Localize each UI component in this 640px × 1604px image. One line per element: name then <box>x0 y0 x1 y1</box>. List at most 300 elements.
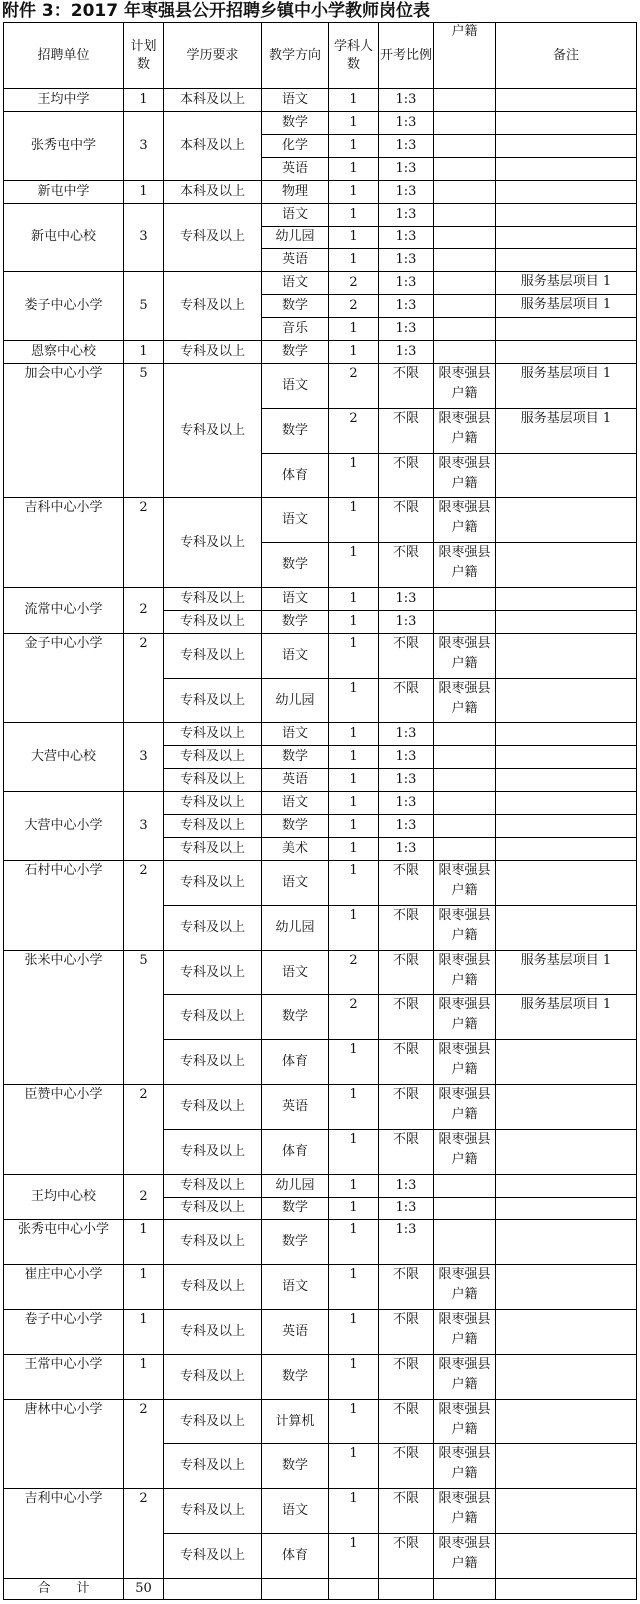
edu-cell: 专科及以上 <box>164 610 262 633</box>
plan-cell: 2 <box>124 1085 164 1175</box>
count-cell: 1 <box>329 838 379 861</box>
note-cell <box>496 723 637 746</box>
count-cell: 1 <box>329 203 379 226</box>
plan-cell: 1 <box>124 89 164 112</box>
note-cell <box>496 498 637 543</box>
count-cell: 2 <box>329 295 379 318</box>
ratio-cell: 1:3 <box>379 89 434 112</box>
count-cell: 1 <box>329 792 379 815</box>
subject-cell: 数学 <box>262 295 329 318</box>
subject-cell: 数学 <box>262 1444 329 1489</box>
hukou-cell: 限枣强县户籍 <box>434 1534 496 1579</box>
edu-cell: 专科及以上 <box>164 746 262 769</box>
note-cell: 服务基层项目 1 <box>496 272 637 295</box>
ratio-cell: 不限 <box>379 950 434 995</box>
unit-cell: 加会中心小学 <box>4 364 124 498</box>
count-cell: 1 <box>329 1354 379 1399</box>
hukou-cell: 限枣强县户籍 <box>434 1489 496 1534</box>
ratio-cell: 不限 <box>379 1444 434 1489</box>
plan-cell: 2 <box>124 1489 164 1579</box>
edu-cell: 专科及以上 <box>164 203 262 272</box>
header-hukou: 户籍 <box>434 23 496 89</box>
unit-cell: 新屯中学 <box>4 180 124 203</box>
ratio-cell: 1:3 <box>379 588 434 611</box>
unit-cell: 王均中心校 <box>4 1174 124 1220</box>
note-cell <box>496 1129 637 1174</box>
hukou-cell <box>434 89 496 112</box>
hukou-cell: 限枣强县户籍 <box>434 1399 496 1444</box>
plan-cell: 2 <box>124 498 164 588</box>
count-cell: 1 <box>329 226 379 249</box>
note-cell <box>496 249 637 272</box>
subject-cell: 语文 <box>262 364 329 409</box>
hukou-cell: 限枣强县户籍 <box>434 498 496 543</box>
unit-cell: 吉科中心小学 <box>4 498 124 588</box>
count-cell: 2 <box>329 995 379 1040</box>
ratio-cell: 1:3 <box>379 341 434 364</box>
ratio-cell: 不限 <box>379 1310 434 1355</box>
subject-cell: 英语 <box>262 1310 329 1355</box>
ratio-cell: 不限 <box>379 861 434 906</box>
plan-cell: 3 <box>124 111 164 180</box>
unit-cell: 王均中学 <box>4 89 124 112</box>
hukou-cell <box>434 1174 496 1197</box>
note-cell <box>496 157 637 180</box>
ratio-cell: 不限 <box>379 1085 434 1130</box>
hukou-cell: 限枣强县户籍 <box>434 1129 496 1174</box>
note-cell <box>496 1534 637 1579</box>
table-row <box>4 272 637 295</box>
ratio-cell: 1:3 <box>379 272 434 295</box>
count-cell: 1 <box>329 678 379 723</box>
note-cell <box>496 769 637 792</box>
subject-cell: 体育 <box>262 1040 329 1085</box>
note-cell <box>496 89 637 112</box>
note-cell <box>496 134 637 157</box>
count-cell: 1 <box>329 1085 379 1130</box>
count-cell: 1 <box>329 134 379 157</box>
hukou-cell <box>434 272 496 295</box>
note-cell <box>496 203 637 226</box>
subject-cell: 数学 <box>262 341 329 364</box>
hukou-cell <box>434 838 496 861</box>
count-cell: 1 <box>329 1399 379 1444</box>
plan-cell: 5 <box>124 950 164 1084</box>
count-cell: 2 <box>329 272 379 295</box>
ratio-cell: 1:3 <box>379 1197 434 1220</box>
subject-cell: 计算机 <box>262 1399 329 1444</box>
edu-cell: 专科及以上 <box>164 364 262 498</box>
ratio-cell: 1:3 <box>379 746 434 769</box>
count-cell: 2 <box>329 950 379 995</box>
ratio-cell: 1:3 <box>379 610 434 633</box>
ratio-cell: 1:3 <box>379 111 434 134</box>
note-cell <box>496 861 637 906</box>
count-cell: 1 <box>329 1489 379 1534</box>
count-cell: 1 <box>329 769 379 792</box>
unit-cell: 娄子中心小学 <box>4 272 124 341</box>
table-row <box>4 1174 637 1197</box>
hukou-cell <box>434 723 496 746</box>
subject-cell: 数学 <box>262 1354 329 1399</box>
table-row <box>4 180 637 203</box>
ratio-cell: 1:3 <box>379 792 434 815</box>
note-cell <box>496 1174 637 1197</box>
edu-cell: 专科及以上 <box>164 272 262 341</box>
count-cell: 1 <box>329 249 379 272</box>
unit-cell: 张秀屯中心小学 <box>4 1220 124 1265</box>
note-cell <box>496 1444 637 1489</box>
unit-cell: 张米中心小学 <box>4 950 124 1084</box>
unit-cell: 王常中心小学 <box>4 1354 124 1399</box>
subject-cell: 数学 <box>262 111 329 134</box>
subject-cell: 体育 <box>262 1534 329 1579</box>
hukou-cell: 限枣强县户籍 <box>434 678 496 723</box>
header-row <box>4 23 637 89</box>
count-cell: 1 <box>329 1174 379 1197</box>
subject-cell: 语文 <box>262 633 329 678</box>
unit-cell: 唐林中心小学 <box>4 1399 124 1489</box>
hukou-cell: 限枣强县户籍 <box>434 1310 496 1355</box>
subject-cell: 数学 <box>262 746 329 769</box>
table-row <box>4 498 637 543</box>
ratio-cell: 不限 <box>379 905 434 950</box>
plan-cell: 3 <box>124 792 164 861</box>
ratio-cell: 不限 <box>379 1399 434 1444</box>
subject-cell: 语文 <box>262 861 329 906</box>
ratio-cell: 不限 <box>379 1534 434 1579</box>
edu-cell: 专科及以上 <box>164 769 262 792</box>
note-cell <box>496 633 637 678</box>
count-cell: 1 <box>329 318 379 341</box>
hukou-cell: 限枣强县户籍 <box>434 364 496 409</box>
count-cell: 1 <box>329 746 379 769</box>
unit-cell: 张秀屯中学 <box>4 111 124 180</box>
hukou-cell <box>434 111 496 134</box>
subject-cell: 数学 <box>262 408 329 453</box>
table-row <box>4 723 637 746</box>
subject-cell: 语文 <box>262 498 329 543</box>
note-cell <box>496 746 637 769</box>
note-cell <box>496 1265 637 1310</box>
subject-cell: 语文 <box>262 1489 329 1534</box>
count-cell: 1 <box>329 111 379 134</box>
edu-cell: 专科及以上 <box>164 633 262 678</box>
table-row <box>4 1489 637 1534</box>
ratio-cell: 不限 <box>379 498 434 543</box>
hukou-cell: 限枣强县户籍 <box>434 995 496 1040</box>
count-cell: 1 <box>329 89 379 112</box>
header-note: 备注 <box>496 23 637 89</box>
subject-cell: 体育 <box>262 1129 329 1174</box>
hukou-cell: 限枣强县户籍 <box>434 633 496 678</box>
subject-cell: 语文 <box>262 723 329 746</box>
header-plan: 计划数 <box>124 23 164 89</box>
note-cell <box>496 792 637 815</box>
count-cell: 1 <box>329 610 379 633</box>
edu-cell: 专科及以上 <box>164 1310 262 1355</box>
count-cell: 1 <box>329 1040 379 1085</box>
plan-cell: 1 <box>124 180 164 203</box>
note-cell <box>496 341 637 364</box>
subject-cell: 美术 <box>262 838 329 861</box>
ratio-cell: 1:3 <box>379 295 434 318</box>
edu-cell: 专科及以上 <box>164 498 262 588</box>
table-row <box>4 950 637 995</box>
subject-cell: 英语 <box>262 769 329 792</box>
note-cell <box>496 1220 637 1265</box>
table-row <box>4 1354 637 1399</box>
note-cell: 服务基层项目 1 <box>496 295 637 318</box>
hukou-cell: 限枣强县户籍 <box>434 861 496 906</box>
note-cell <box>496 678 637 723</box>
hukou-cell <box>434 1197 496 1220</box>
hukou-cell: 限枣强县户籍 <box>434 1265 496 1310</box>
edu-cell: 专科及以上 <box>164 1220 262 1265</box>
unit-cell: 流常中心小学 <box>4 588 124 634</box>
plan-cell: 1 <box>124 1354 164 1399</box>
hukou-cell <box>434 295 496 318</box>
hukou-cell <box>434 610 496 633</box>
count-cell: 1 <box>329 861 379 906</box>
total-label: 合 计 <box>4 1579 124 1600</box>
edu-cell: 专科及以上 <box>164 1040 262 1085</box>
table-row <box>4 203 637 226</box>
table-row <box>4 1085 637 1130</box>
header-subject: 教学方向 <box>262 23 329 89</box>
plan-cell: 2 <box>124 861 164 951</box>
table-row <box>4 633 637 678</box>
subject-cell: 数学 <box>262 1197 329 1220</box>
plan-cell: 2 <box>124 1399 164 1489</box>
count-cell: 1 <box>329 1197 379 1220</box>
table-row <box>4 111 637 134</box>
hukou-cell <box>434 134 496 157</box>
plan-cell: 1 <box>124 1220 164 1265</box>
header-ratio: 开考比例 <box>379 23 434 89</box>
table-row <box>4 341 637 364</box>
edu-cell: 专科及以上 <box>164 723 262 746</box>
ratio-cell: 1:3 <box>379 180 434 203</box>
subject-cell: 体育 <box>262 453 329 498</box>
edu-cell: 专科及以上 <box>164 1265 262 1310</box>
edu-cell: 专科及以上 <box>164 838 262 861</box>
total-plan: 50 <box>124 1579 164 1600</box>
hukou-cell: 限枣强县户籍 <box>434 453 496 498</box>
table-row <box>4 364 637 409</box>
plan-cell: 5 <box>124 364 164 498</box>
unit-cell: 石村中心小学 <box>4 861 124 951</box>
ratio-cell: 1:3 <box>379 723 434 746</box>
note-cell: 服务基层项目 1 <box>496 950 637 995</box>
hukou-cell: 限枣强县户籍 <box>434 1085 496 1130</box>
hukou-cell: 限枣强县户籍 <box>434 950 496 995</box>
ratio-cell: 1:3 <box>379 134 434 157</box>
subject-cell: 幼儿园 <box>262 905 329 950</box>
table-row <box>4 861 637 906</box>
plan-cell: 3 <box>124 723 164 792</box>
hukou-cell: 限枣强县户籍 <box>434 905 496 950</box>
note-cell: 服务基层项目 1 <box>496 995 637 1040</box>
note-cell <box>496 815 637 838</box>
unit-cell: 崔庄中心小学 <box>4 1265 124 1310</box>
hukou-cell <box>434 815 496 838</box>
ratio-cell: 1:3 <box>379 203 434 226</box>
note-cell <box>496 180 637 203</box>
hukou-cell <box>434 249 496 272</box>
subject-cell: 幼儿园 <box>262 678 329 723</box>
hukou-cell: 限枣强县户籍 <box>434 1354 496 1399</box>
ratio-cell: 1:3 <box>379 769 434 792</box>
table-row <box>4 588 637 611</box>
note-cell: 服务基层项目 1 <box>496 364 637 409</box>
plan-cell: 2 <box>124 588 164 634</box>
count-cell: 2 <box>329 364 379 409</box>
count-cell: 1 <box>329 180 379 203</box>
edu-cell: 专科及以上 <box>164 1399 262 1444</box>
subject-cell: 语文 <box>262 89 329 112</box>
hukou-cell <box>434 588 496 611</box>
subject-cell: 语文 <box>262 792 329 815</box>
edu-cell: 专科及以上 <box>164 588 262 611</box>
note-cell <box>496 610 637 633</box>
ratio-cell: 不限 <box>379 543 434 588</box>
subject-cell: 幼儿园 <box>262 1174 329 1197</box>
edu-cell: 专科及以上 <box>164 861 262 906</box>
ratio-cell: 1:3 <box>379 318 434 341</box>
count-cell: 1 <box>329 1310 379 1355</box>
unit-cell: 臣赞中心小学 <box>4 1085 124 1175</box>
edu-cell: 专科及以上 <box>164 1354 262 1399</box>
ratio-cell: 1:3 <box>379 815 434 838</box>
subject-cell: 数学 <box>262 815 329 838</box>
hukou-cell <box>434 157 496 180</box>
ratio-cell: 1:3 <box>379 226 434 249</box>
subject-cell: 英语 <box>262 1085 329 1130</box>
ratio-cell: 不限 <box>379 1489 434 1534</box>
hukou-cell <box>434 226 496 249</box>
note-cell <box>496 111 637 134</box>
subject-cell: 数学 <box>262 610 329 633</box>
subject-cell: 英语 <box>262 249 329 272</box>
edu-cell: 专科及以上 <box>164 1085 262 1130</box>
edu-cell: 专科及以上 <box>164 1197 262 1220</box>
note-cell <box>496 1354 637 1399</box>
note-cell <box>496 1489 637 1534</box>
subject-cell: 语文 <box>262 1265 329 1310</box>
hukou-cell: 限枣强县户籍 <box>434 1444 496 1489</box>
unit-cell: 金子中心小学 <box>4 633 124 723</box>
ratio-cell: 1:3 <box>379 1220 434 1265</box>
header-edu: 学历要求 <box>164 23 262 89</box>
ratio-cell: 1:3 <box>379 838 434 861</box>
note-cell <box>496 318 637 341</box>
total-row <box>4 1579 637 1600</box>
note-cell <box>496 588 637 611</box>
edu-cell: 本科及以上 <box>164 180 262 203</box>
note-cell <box>496 543 637 588</box>
subject-cell: 化学 <box>262 134 329 157</box>
ratio-cell: 1:3 <box>379 157 434 180</box>
subject-cell: 幼儿园 <box>262 226 329 249</box>
note-cell <box>496 1399 637 1444</box>
ratio-cell: 不限 <box>379 678 434 723</box>
count-cell: 1 <box>329 633 379 678</box>
unit-cell: 新屯中心校 <box>4 203 124 272</box>
ratio-cell: 不限 <box>379 1354 434 1399</box>
count-cell: 1 <box>329 341 379 364</box>
edu-cell: 专科及以上 <box>164 905 262 950</box>
note-cell <box>496 905 637 950</box>
hukou-cell <box>434 769 496 792</box>
edu-cell: 本科及以上 <box>164 89 262 112</box>
ratio-cell: 不限 <box>379 408 434 453</box>
subject-cell: 物理 <box>262 180 329 203</box>
plan-cell: 5 <box>124 272 164 341</box>
ratio-cell: 1:3 <box>379 1174 434 1197</box>
plan-cell: 1 <box>124 1265 164 1310</box>
header-count: 学科人数 <box>329 23 379 89</box>
count-cell: 1 <box>329 815 379 838</box>
edu-cell: 专科及以上 <box>164 995 262 1040</box>
table-row <box>4 1220 637 1265</box>
count-cell: 1 <box>329 1444 379 1489</box>
hukou-cell: 限枣强县户籍 <box>434 543 496 588</box>
hukou-cell <box>434 1220 496 1265</box>
edu-cell: 专科及以上 <box>164 341 262 364</box>
subject-cell: 音乐 <box>262 318 329 341</box>
edu-cell: 专科及以上 <box>164 678 262 723</box>
ratio-cell: 不限 <box>379 1265 434 1310</box>
ratio-cell: 不限 <box>379 995 434 1040</box>
edu-cell: 专科及以上 <box>164 1129 262 1174</box>
subject-cell: 语文 <box>262 950 329 995</box>
count-cell: 1 <box>329 453 379 498</box>
subject-cell: 数学 <box>262 995 329 1040</box>
count-cell: 1 <box>329 157 379 180</box>
hukou-cell: 限枣强县户籍 <box>434 1040 496 1085</box>
edu-cell: 专科及以上 <box>164 815 262 838</box>
plan-cell: 1 <box>124 341 164 364</box>
count-cell: 1 <box>329 1129 379 1174</box>
note-cell <box>496 453 637 498</box>
note-cell <box>496 1085 637 1130</box>
edu-cell: 本科及以上 <box>164 111 262 180</box>
hukou-cell <box>434 792 496 815</box>
table-row <box>4 1399 637 1444</box>
ratio-cell: 1:3 <box>379 249 434 272</box>
ratio-cell: 不限 <box>379 1129 434 1174</box>
ratio-cell: 不限 <box>379 1040 434 1085</box>
table-row <box>4 1265 637 1310</box>
hukou-cell <box>434 180 496 203</box>
edu-cell: 专科及以上 <box>164 1444 262 1489</box>
hukou-cell <box>434 318 496 341</box>
count-cell: 1 <box>329 905 379 950</box>
positions-table <box>3 22 637 1600</box>
unit-cell: 恩察中心校 <box>4 341 124 364</box>
edu-cell: 专科及以上 <box>164 792 262 815</box>
plan-cell: 3 <box>124 203 164 272</box>
page-title: 附件 3：2017 年枣强县公开招聘乡镇中小学教师岗位表 <box>2 1 430 21</box>
hukou-cell <box>434 746 496 769</box>
note-cell <box>496 838 637 861</box>
subject-cell: 语文 <box>262 203 329 226</box>
count-cell: 1 <box>329 723 379 746</box>
subject-cell: 数学 <box>262 1220 329 1265</box>
table-row <box>4 792 637 815</box>
note-cell <box>496 1197 637 1220</box>
